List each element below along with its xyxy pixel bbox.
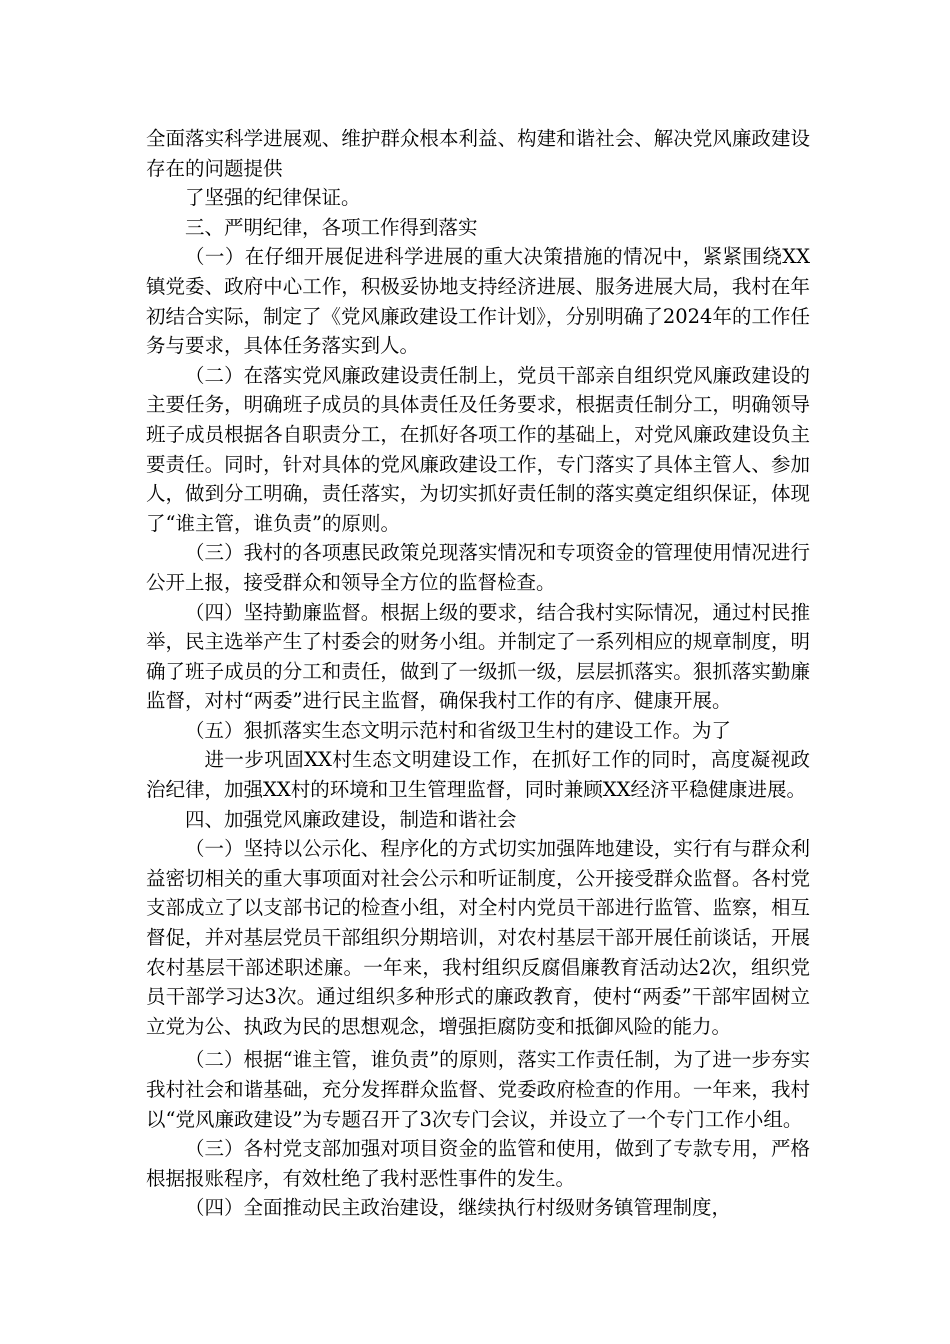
paragraph-11: （一）坚持以公示化、程序化的方式切实加强阵地建设，实行有与群众利益密切相关的重大事项面对社会公示和听证制度，公开接受群众监督。各村党支部成立了以支部书记的检查小组，对全村内党员干部进行监管、监察，相互督促，并对基层党员干部组织分期培训，对农村基层干部开展任前谈话，开展农村基层干部述职述廉。一年来，我村组织反腐倡廉教育活动达2次，组织党员干部学习达3次。通过组织多种形式的廉政教育，使村“两委”干部牢固树立立党为公、执政为民的思想观念，增强拒腐防变和抵御风险的能力。 <box>146 837 810 1038</box>
paragraph-4: （一）在仔细开展促进科学进展的重大决策措施的情况中，紧紧围绕XX镇党委、政府中心工作，积极妥协地支持经济进展、服务进展大局，我村在年初结合实际，制定了《党风廉政建设工作计划》，分别明确了2024年的工作任务与要求，具体任务落实到人。 <box>146 245 810 358</box>
paragraph-9: 进一步巩固XX村生态文明建设工作，在抓好工作的同时，高度凝视政治纪律，加强XX村的环境和卫生管理监督，同时兼顾XX经济平稳健康进展。 <box>146 748 810 802</box>
paragraph-14: （四）全面推动民主政治建设，继续执行村级财务镇管理制度， <box>185 1196 732 1220</box>
paragraph-2: 了坚强的纪律保证。 <box>185 186 361 210</box>
paragraph-12: （二）根据“谁主管，谁负责”的原则，落实工作责任制，为了进一步夯实我村社会和谐基础，充分发挥群众监督、党委政府检查的作用。一年来，我村以“党风廉政建设”为专题召开了3次专门会议，并设立了一个专门工作小组。 <box>146 1048 810 1131</box>
paragraph-1: 全面落实科学进展观、维护群众根本利益、构建和谐社会、解决党风廉政建设存在的问题提供 <box>146 127 810 180</box>
paragraph-13: （三）各村党支部加强对项目资金的监管和使用，做到了专款专用，严格根据报账程序，有效杜绝了我村恶性事件的发生。 <box>146 1137 810 1190</box>
paragraph-5: （二）在落实党风廉政建设责任制上，党员干部亲自组织党风廉政建设的主要任务，明确班子成员的具体责任及任务要求，根据责任制分工，明确领导班子成员根据各自职责分工，在抓好各项工作的基础上，对党风廉政建设负主要责任。同时，针对具体的党风廉政建设工作，专门落实了具体主管人、参加人，做到分工明确，责任落实，为切实抓好责任制的落实奠定组织保证，体现了“谁主管，谁负责”的原则。 <box>146 363 810 535</box>
paragraph-6: （三）我村的各项惠民政策兑现落实情况和专项资金的管理使用情况进行公开上报，接受群众和领导全方位的监督检查。 <box>146 541 810 594</box>
section-heading-4: 四、加强党风廉政建设，制造和谐社会 <box>185 807 517 831</box>
section-heading-3: 三、严明纪律，各项工作得到落实 <box>185 215 478 239</box>
paragraph-7: （四）坚持勤廉监督。根据上级的要求，结合我村实际情况，通过村民推举，民主选举产生了村委会的财务小组。并制定了一系列相应的规章制度，明确了班子成员的分工和责任，做到了一级抓一级，层层抓落实。狠抓落实勤廉监督，对村“两委”进行民主监督，确保我村工作的有序、健康开展。 <box>146 600 810 713</box>
document-page <box>146 124 810 1223</box>
paragraph-8: （五）狠抓落实生态文明示范村和省级卫生村的建设工作。为了 <box>185 718 732 742</box>
